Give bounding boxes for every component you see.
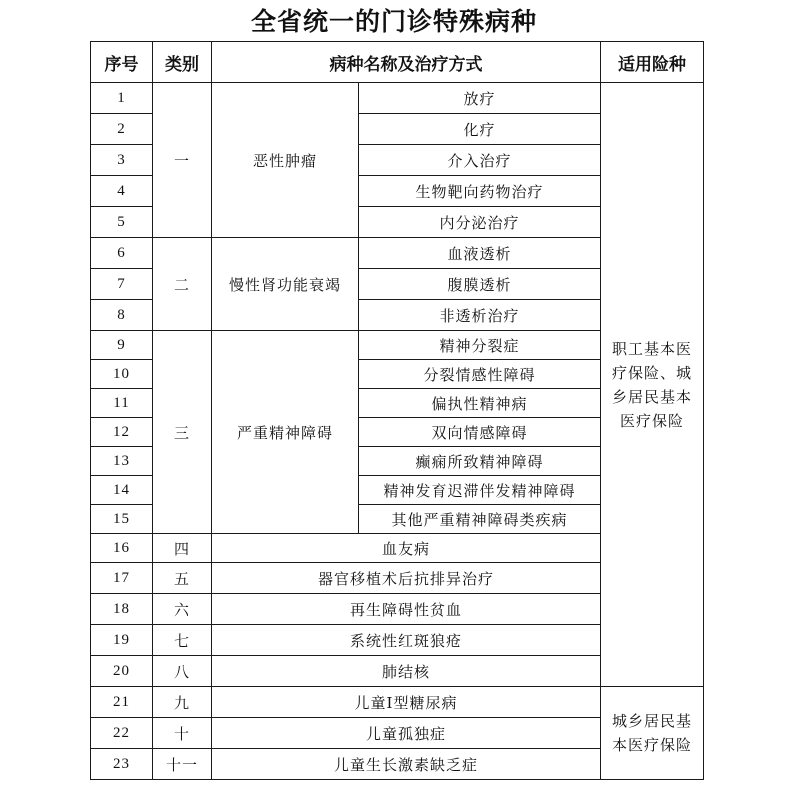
category-cell: 四 [153, 534, 212, 563]
treatment-cell: 生物靶向药物治疗 [359, 176, 601, 207]
seq-cell: 22 [91, 718, 153, 749]
category-cell: 五 [153, 563, 212, 594]
category-cell: 九 [153, 687, 212, 718]
seq-cell: 12 [91, 418, 153, 447]
treatment-cell: 其他严重精神障碍类疾病 [359, 505, 601, 534]
disease-group-cell: 恶性肿瘤 [212, 83, 359, 238]
disease-cell: 再生障碍性贫血 [212, 594, 601, 625]
treatment-cell: 分裂情感性障碍 [359, 360, 601, 389]
seq-cell: 7 [91, 269, 153, 300]
treatment-cell: 非透析治疗 [359, 300, 601, 331]
disease-cell: 器官移植术后抗排异治疗 [212, 563, 601, 594]
seq-cell: 19 [91, 625, 153, 656]
treatment-cell: 化疗 [359, 114, 601, 145]
category-cell: 二 [153, 238, 212, 331]
header-disease: 病种名称及治疗方式 [212, 42, 601, 83]
category-cell: 六 [153, 594, 212, 625]
seq-cell: 21 [91, 687, 153, 718]
category-cell: 三 [153, 331, 212, 534]
seq-cell: 17 [91, 563, 153, 594]
treatment-cell: 介入治疗 [359, 145, 601, 176]
treatment-cell: 血液透析 [359, 238, 601, 269]
treatment-cell: 腹膜透析 [359, 269, 601, 300]
seq-cell: 4 [91, 176, 153, 207]
category-cell: 八 [153, 656, 212, 687]
insurance-cell-resident: 城乡居民基本医疗保险 [601, 687, 704, 780]
seq-cell: 6 [91, 238, 153, 269]
treatment-cell: 精神发育迟滞伴发精神障碍 [359, 476, 601, 505]
disease-group-cell: 慢性肾功能衰竭 [212, 238, 359, 331]
disease-cell: 儿童孤独症 [212, 718, 601, 749]
header-insurance: 适用险种 [601, 42, 704, 83]
special-disease-table [90, 41, 704, 780]
header-row [91, 42, 704, 83]
seq-cell: 8 [91, 300, 153, 331]
seq-cell: 2 [91, 114, 153, 145]
category-cell: 十 [153, 718, 212, 749]
seq-cell: 3 [91, 145, 153, 176]
treatment-cell: 癫痫所致精神障碍 [359, 447, 601, 476]
treatment-cell: 内分泌治疗 [359, 207, 601, 238]
disease-cell: 儿童I型糖尿病 [212, 687, 601, 718]
treatment-cell: 偏执性精神病 [359, 389, 601, 418]
disease-cell: 儿童生长激素缺乏症 [212, 749, 601, 780]
treatment-cell: 精神分裂症 [359, 331, 601, 360]
insurance-cell-employee-resident: 职工基本医疗保险、城乡居民基本医疗保险 [601, 83, 704, 687]
table-row [91, 687, 704, 718]
seq-cell: 20 [91, 656, 153, 687]
seq-cell: 18 [91, 594, 153, 625]
seq-cell: 11 [91, 389, 153, 418]
treatment-cell: 双向情感障碍 [359, 418, 601, 447]
disease-cell: 血友病 [212, 534, 601, 563]
table-row [91, 83, 704, 114]
seq-cell: 23 [91, 749, 153, 780]
disease-cell: 肺结核 [212, 656, 601, 687]
seq-cell: 15 [91, 505, 153, 534]
treatment-cell: 放疗 [359, 83, 601, 114]
header-seq: 序号 [91, 42, 153, 83]
category-cell: 一 [153, 83, 212, 238]
category-cell: 十一 [153, 749, 212, 780]
seq-cell: 14 [91, 476, 153, 505]
page-title: 全省统一的门诊特殊病种 [250, 7, 537, 36]
disease-cell: 系统性红斑狼疮 [212, 625, 601, 656]
header-category: 类别 [153, 42, 212, 83]
seq-cell: 9 [91, 331, 153, 360]
seq-cell: 16 [91, 534, 153, 563]
seq-cell: 5 [91, 207, 153, 238]
seq-cell: 1 [91, 83, 153, 114]
seq-cell: 10 [91, 360, 153, 389]
seq-cell: 13 [91, 447, 153, 476]
disease-group-cell: 严重精神障碍 [212, 331, 359, 534]
category-cell: 七 [153, 625, 212, 656]
